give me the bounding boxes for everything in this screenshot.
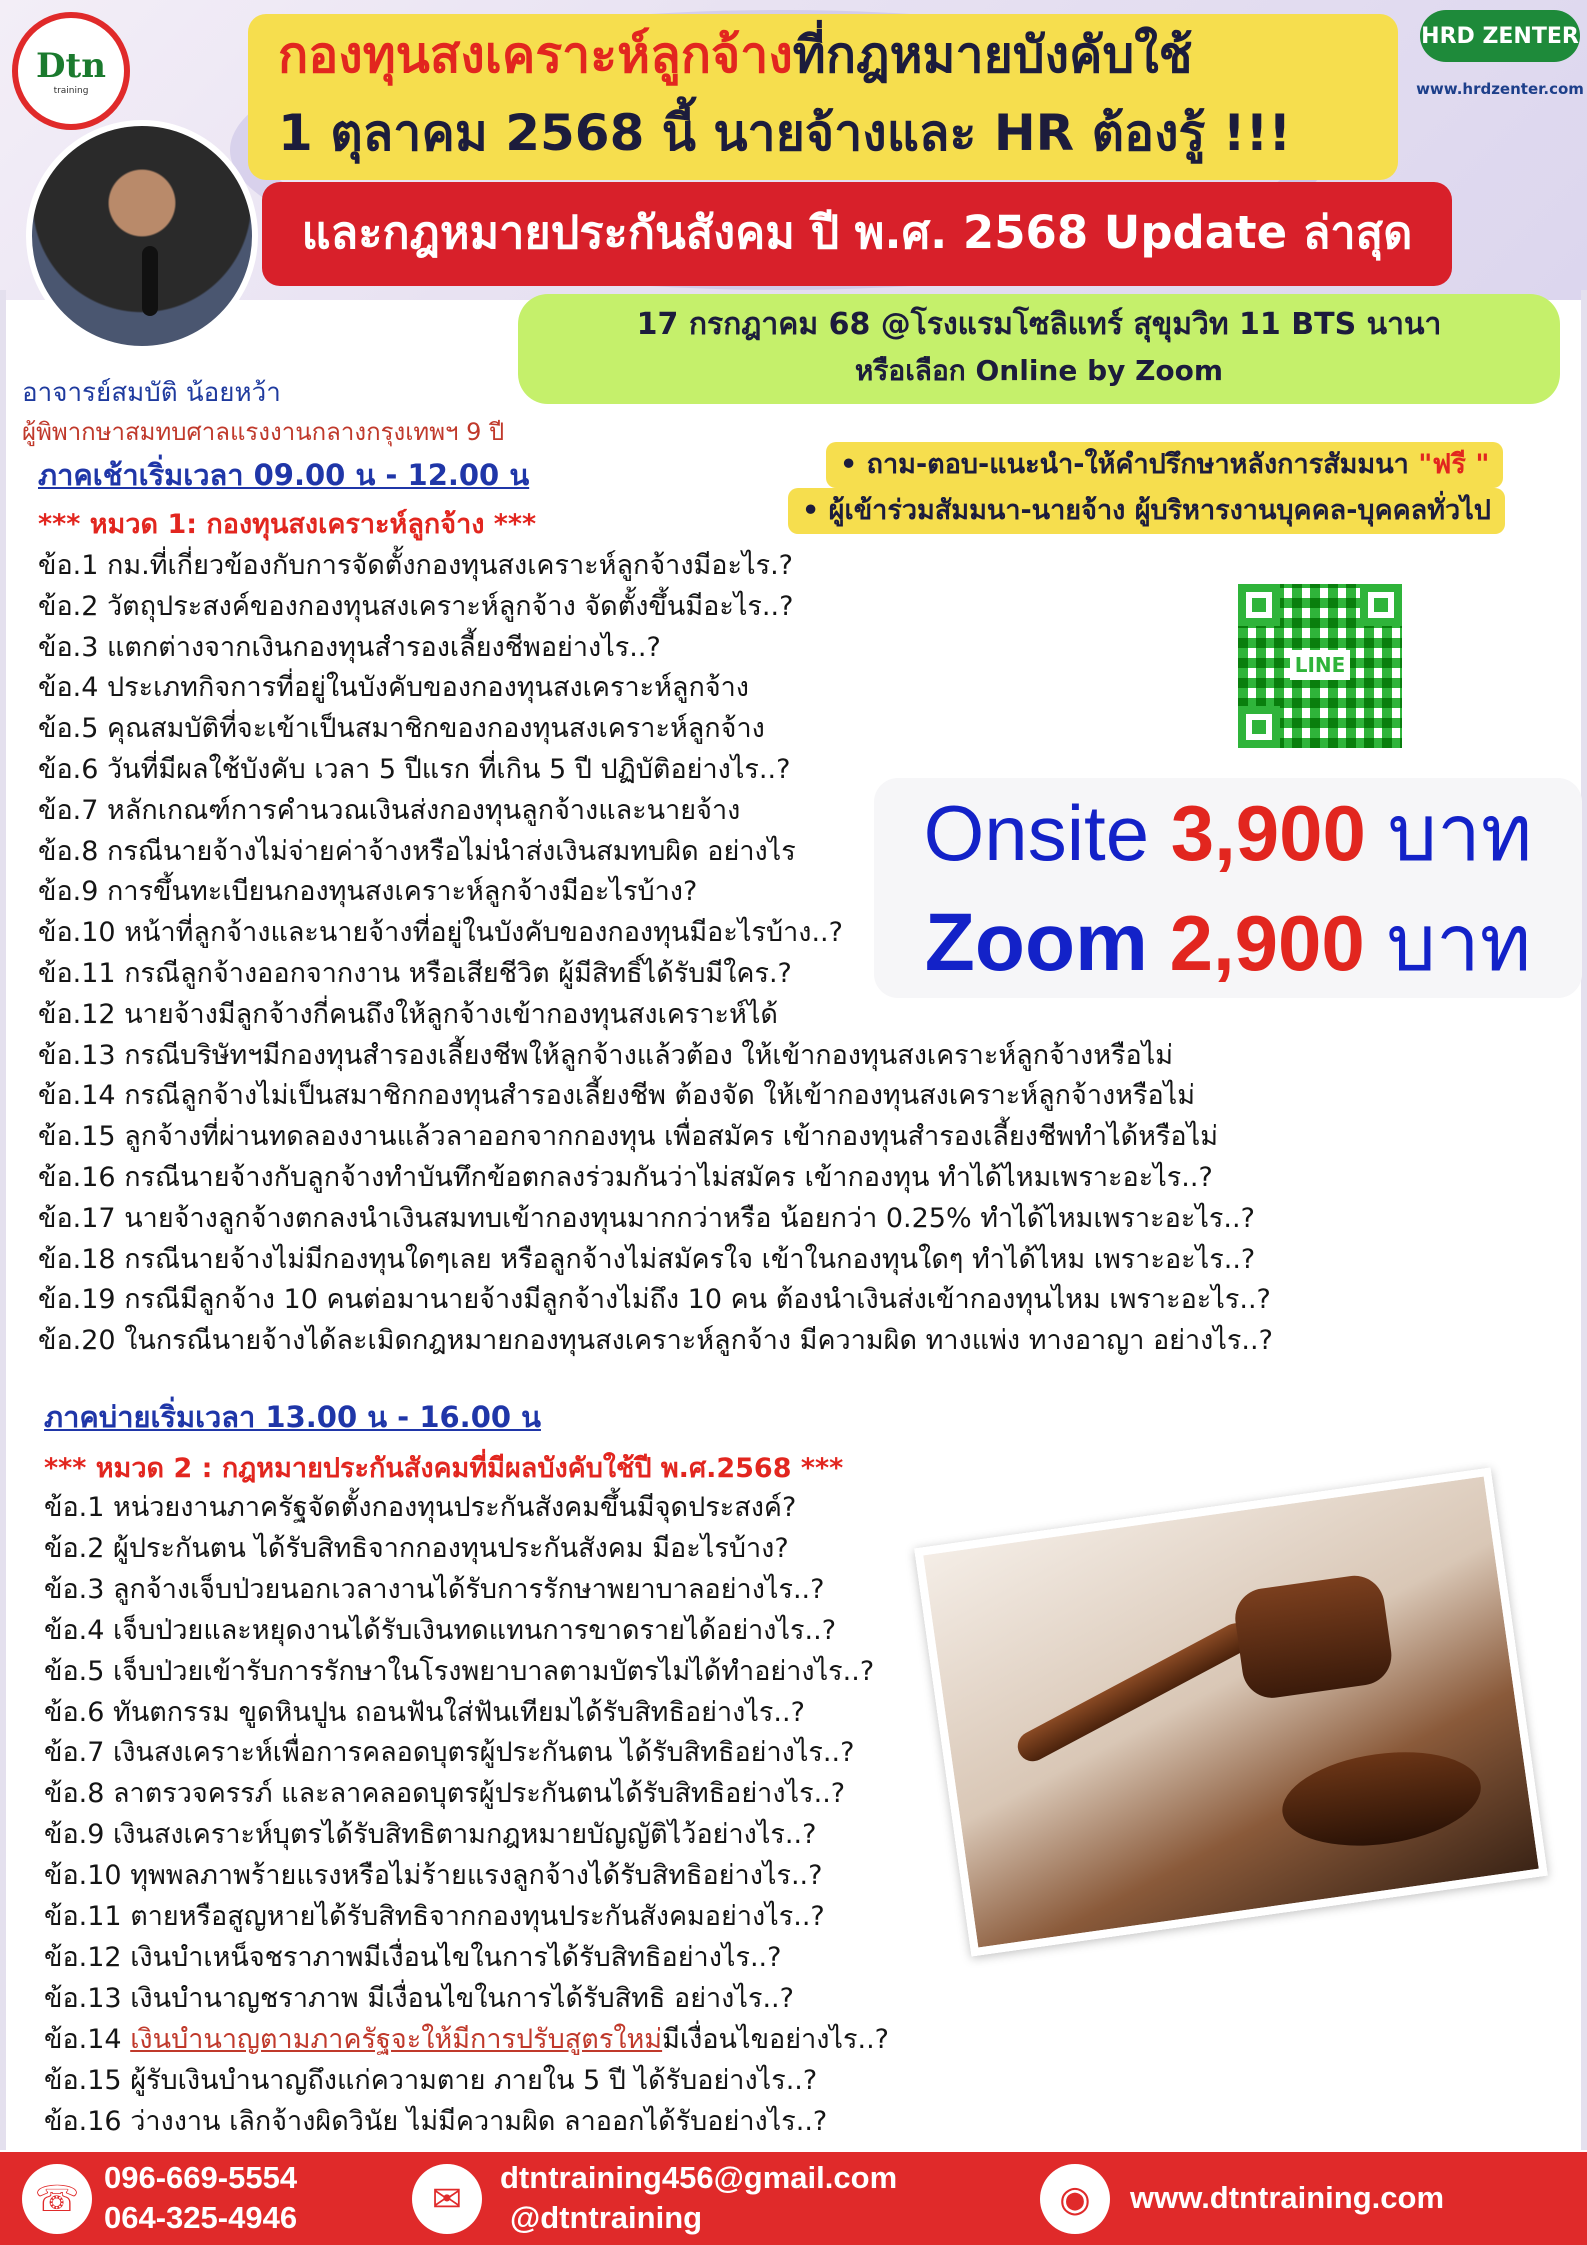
list-item: ข้อ.4 ประเภทกิจการที่อยู่ในบังคับของกองทุนสงเคราะห์ลูกจ้าง [38,672,749,704]
mail-icon: ✉ [412,2164,482,2234]
list-item: ข้อ.16 กรณีนายจ้างกับลูกจ้างทำบันทึกข้อตกลงร่วมกันว่าไม่สมัคร เข้ากองทุน ทำได้ไหมเพราะอะไร..? [38,1161,1213,1193]
list-item: ข้อ.8 กรณีนายจ้างไม่จ่ายค่าจ้างหรือไม่นำส่งเงินสมทบผิด อย่างไร [38,835,796,867]
list-item: ข้อ.12 นายจ้างมีลูกจ้างกี่คนถึงให้ลูกจ้างเข้ากองทุนสงเคราะห์ได้ [38,998,778,1030]
list-item: ข้อ.7 หลักเกณฑ์การคำนวณเงินส่งกองทุนลูกจ้างและนายจ้าง [38,794,741,826]
price-zoom-amount: 2,900 [1169,899,1365,987]
price-zoom-unit: บาท [1386,899,1532,987]
dtn-training-logo [12,12,130,130]
list-item: ข้อ.16 ว่างงาน เลิกจ้างผิดวินัย ไม่มีความผิด ลาออกได้รับอย่างไร..? [44,2105,828,2137]
line-id[interactable]: @dtntraining [510,2200,703,2235]
price-onsite-amount: 3,900 [1170,789,1366,877]
list-item: ข้อ.20 ในกรณีนายจ้างได้ละเมิดกฎหมายกองทุนสงเคราะห์ลูกจ้าง มีความผิด ทางแพ่ง ทางอาญา อย่างไร..? [38,1325,1273,1357]
qr-finder-icon [1238,584,1280,626]
list-item: ข้อ.5 คุณสมบัติที่จะเข้าเป็นสมาชิกของกองทุนสงเคราะห์ลูกจ้าง [38,713,765,745]
globe-icon: ◉ [1040,2164,1110,2234]
price-zoom-label: Zoom [924,897,1148,988]
list-item: ข้อ.3 แตกต่างจากเงินกองทุนสำรองเลี้ยงชีพอย่างไร..? [38,631,661,663]
morning-session-heading: ภาคเช้าเริ่มเวลา 09.00 น - 12.00 น [38,458,530,492]
main-title-line1 [278,22,1398,88]
list-item: ข้อ.8 ลาตรวจครรภ์ และลาคลอดบุตรผู้ประกันตนได้รับสิทธิอย่างไร..? [44,1778,846,1810]
phone-icon: ☏ [22,2164,92,2234]
list-item: ข้อ.15 ผู้รับเงินบำนาญถึงแก่ความตาย ภายใน 5 ปี ได้รับอย่างไร..? [44,2064,818,2096]
list-item: ข้อ.13 กรณีบริษัทฯมีกองทุนสำรองเลี้ยงชีพให้ลูกจ้างแล้วต้อง ให้เข้ากองทุนสงเคราะห์ลูกจ้างหรือไม่ [38,1039,1174,1071]
note-target-audience: • ผู้เข้าร่วมสัมมนา-นายจ้าง ผู้บริหารงานบุคคล-บุคคลทั่วไป [788,488,1505,534]
note-free-consult [826,442,1503,488]
list-item: ข้อ.18 กรณีนายจ้างไม่มีกองทุนใดๆเลย หรือลูกจ้างไม่สมัครใจ เข้าในกองทุนใดๆ ทำได้ไหม เพราะอะไร..? [38,1243,1256,1275]
hrd-zenter-logo: HRD ZENTER [1420,10,1580,62]
list-item: ข้อ.5 เจ็บป่วยเข้ารับการรักษาในโรงพยาบาลตามบัตรไม่ได้ทำอย่างไร..? [44,1655,875,1687]
list-item: ข้อ.10 หน้าที่ลูกจ้างและนายจ้างที่อยู่ในบังคับของกองทุนมีอะไรบ้าง..? [38,917,843,949]
afternoon-session-heading: ภาคบ่ายเริ่มเวลา 13.00 น - 16.00 น [44,1400,541,1434]
list-item: ข้อ.7 เงินสงเคราะห์เพื่อการคลอดบุตรผู้ประกันตน ได้รับสิทธิอย่างไร..? [44,1737,855,1769]
website-link[interactable]: www.dtntraining.com [1130,2180,1445,2215]
line-label: LINE [1290,650,1350,680]
subtitle-text: และกฎหมายประกันสังคม ปี พ.ศ. 2568 Update ล่าสุด [301,206,1413,259]
list-item: ข้อ.12 เงินบำเหน็จชราภาพมีเงื่อนไขในการได้รับสิทธิอย่างไร..? [44,1941,782,1973]
hrd-zenter-url[interactable]: www.hrdzenter.com [1416,80,1584,98]
list-item: ข้อ.2 วัตถุประสงค์ของกองทุนสงเคราะห์ลูกจ้าง จัดตั้งขึ้นมีอะไร..? [38,590,794,622]
contact-footer [0,2152,1587,2245]
price-zoom [874,888,1582,998]
list-item: ข้อ.15 ลูกจ้างที่ผ่านทดลองงานแล้วลาออกจากกองทุน เพื่อสมัคร เข้ากองทุนสำรองเลี้ยงชีพทำได้หรือไม่ [38,1121,1218,1153]
item-14-link[interactable]: เงินบำนาญตามภาครัฐจะให้มีการปรับสูตรใหม่ [130,2023,663,2055]
list-item: ข้อ.6 วันที่มีผลใช้บังคับ เวลา 5 ปีแรก ที่เกิน 5 ปี ปฏิบัติอย่างไร..? [38,753,791,785]
category-2-heading: *** หมวด 2 : กฎหมายประกันสังคมที่มีผลบังคับใช้ปี พ.ศ.2568 *** [44,1453,844,1484]
list-item: ข้อ.9 การขึ้นทะเบียนกองทุนสงเคราะห์ลูกจ้างมีอะไรบ้าง? [38,876,698,908]
note-free-consult-text: • ถาม-ตอบ-แนะนำ-ให้คำปรึกษาหลังการสัมมนา [840,449,1419,480]
price-onsite [874,778,1582,888]
gavel-image [914,1468,1548,1957]
main-title-line2: 1 ตุลาคม 2568 นี้ นายจ้างและ HR ต้องรู้ !!! [278,104,1292,162]
list-item: ข้อ.11 กรณีลูกจ้างออกจากงาน หรือเสียชีวิต ผู้มีสิทธิ์ได้รับมีใคร.? [38,957,792,989]
list-item: ข้อ.6 ทันตกรรม ขูดหินปูน ถอนฟันใส่ฟันเทียมได้รับสิทธิอย่างไร..? [44,1696,805,1728]
item-14-tail: มีเงื่อนไขอย่างไร..? [662,2023,889,2055]
list-item: ข้อ.4 เจ็บป่วยและหยุดงานได้รับเงินทดแทนการขาดรายได้อย่างไร..? [44,1614,837,1646]
logo-subtext: training [53,86,89,96]
main-title-highlight: กองทุนสงเคราะห์ลูกจ้าง [278,26,793,84]
gavel-handle [1012,1618,1256,1767]
phone-2[interactable]: 064-325-4946 [104,2200,298,2235]
list-item: ข้อ.9 เงินสงเคราะห์บุตรได้รับสิทธิตามกฎหมายบัญญัติไว้อย่างไร..? [44,1819,817,1851]
logo-mark: Dtn [36,46,106,86]
email-address[interactable]: dtntraining456@gmail.com [500,2160,898,2195]
list-item: ข้อ.2 ผู้ประกันตน ได้รับสิทธิจากกองทุนประกันสังคม มีอะไรบ้าง? [44,1532,789,1564]
price-onsite-unit: บาท [1387,789,1533,877]
main-title-rest: ที่กฎหมายบังคับใช้ [792,26,1193,84]
list-item: ข้อ.1 กม.ที่เกี่ยวข้องกับการจัดตั้งกองทุนสงเคราะห์ลูกจ้างมีอะไร.? [38,550,794,581]
line-qr-code[interactable] [1238,584,1402,748]
gavel-head [1231,1572,1395,1702]
speaker-name: อาจารย์สมบัติ น้อยหว้า [22,378,281,408]
sound-block [1276,1740,1487,1857]
note-free-label: "ฟรี " [1418,449,1490,480]
speaker-role: ผู้พิพากษาสมทบศาลแรงงานกลางกรุงเทพฯ 9 ปี [22,418,505,446]
list-item: ข้อ.10 ทุพพลภาพร้ายแรงหรือไม่ร้ายแรงลูกจ้างได้รับสิทธิอย่างไร..? [44,1860,823,1892]
microphone-icon [142,246,158,316]
event-online-option: หรือเลือก Online by Zoom [854,354,1224,387]
list-item [44,2020,889,2061]
item-14-prefix: ข้อ.14 [44,2023,131,2055]
list-item: ข้อ.14 กรณีลูกจ้างไม่เป็นสมาชิกกองทุนสำรองเลี้ยงชีพ ต้องจัด ให้เข้ากองทุนสงเคราะห์ลูกจ้างหรือไม่ [38,1080,1196,1112]
qr-finder-icon [1238,706,1280,748]
qr-finder-icon [1360,584,1402,626]
event-date-venue: 17 กรกฎาคม 68 @โรงแรมโซลิแทร์ สุขุมวิท 11 BTS นานา [636,307,1442,342]
afternoon-question-list [44,1488,889,2143]
speaker-photo [26,120,258,352]
list-item: ข้อ.13 เงินบำนาญชราภาพ มีเงื่อนไขในการได้รับสิทธิ อย่างไร..? [44,1982,794,2014]
list-item: ข้อ.3 ลูกจ้างเจ็บป่วยนอกเวลางานได้รับการรักษาพยาบาลอย่างไร..? [44,1573,825,1605]
phone-1[interactable]: 096-669-5554 [104,2160,298,2195]
list-item: ข้อ.1 หน่วยงานภาครัฐจัดตั้งกองทุนประกันสังคมขึ้นมีจุดประสงค์? [44,1492,797,1523]
list-item: ข้อ.11 ตายหรือสูญหายได้รับสิทธิจากกองทุนประกันสังคมอย่างไร..? [44,1901,825,1933]
list-item: ข้อ.17 นายจ้างลูกจ้างตกลงนำเงินสมทบเข้ากองทุนมากกว่าหรือ น้อยกว่า 0.25% ทำได้ไหมเพราะอะไร..? [38,1202,1255,1234]
list-item: ข้อ.19 กรณีมีลูกจ้าง 10 คนต่อมานายจ้างมีลูกจ้างไม่ถึง 10 คน ต้องนำเงินส่งเข้ากองทุนไหม เพราะอะไร..? [38,1284,1271,1316]
category-1-heading: *** หมวด 1: กองทุนสงเคราะห์ลูกจ้าง *** [38,509,537,540]
price-onsite-label: Onsite [923,789,1150,877]
